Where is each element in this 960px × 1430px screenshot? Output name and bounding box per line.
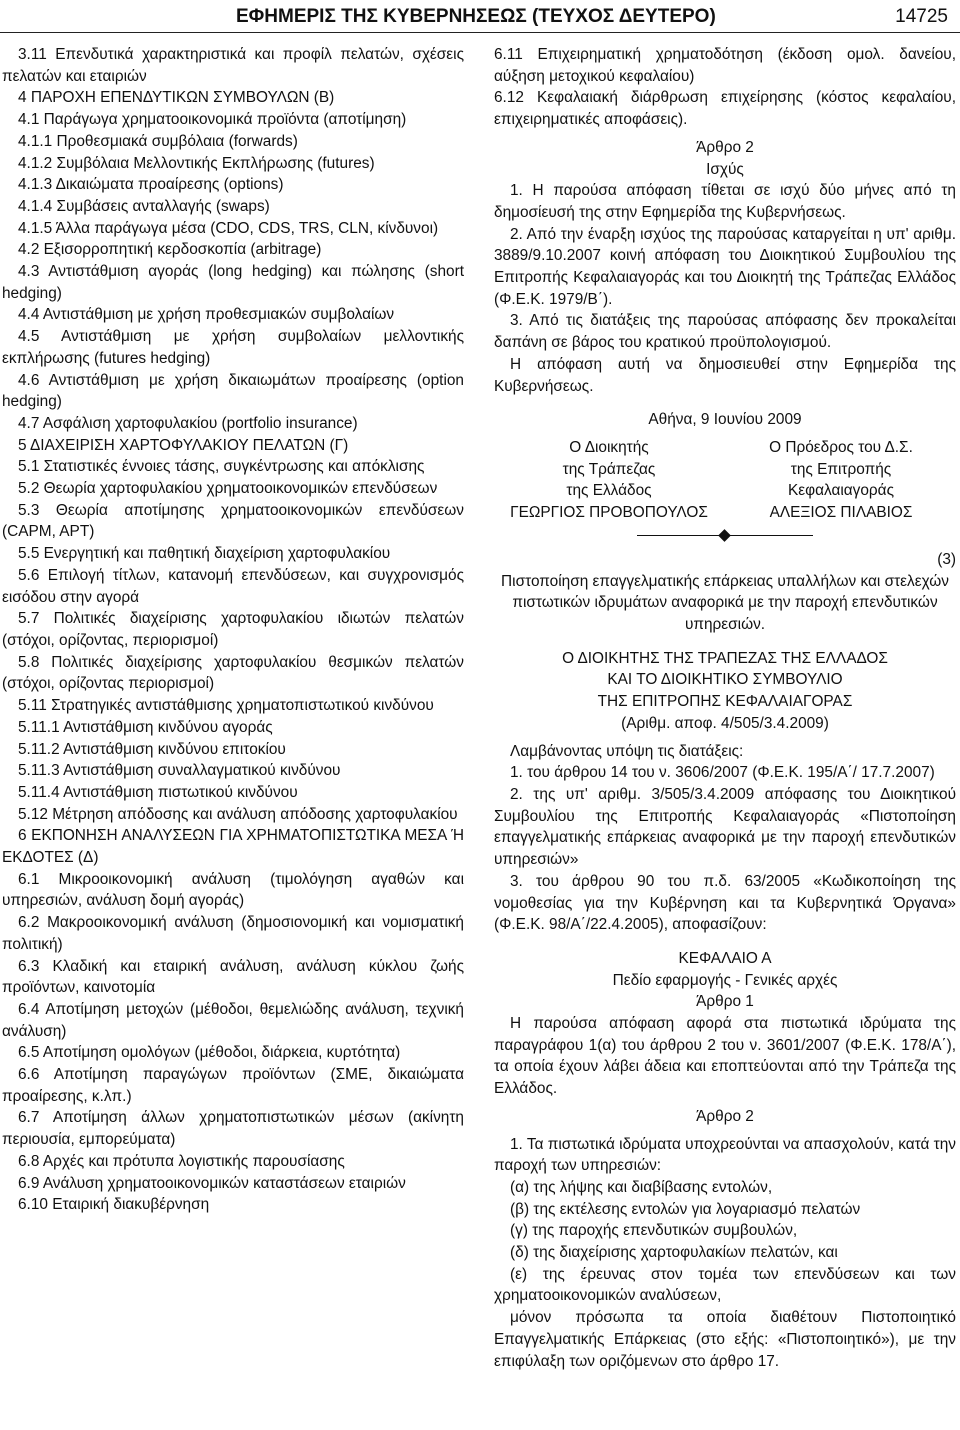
article-heading: Άρθρο 1 bbox=[696, 993, 754, 1011]
signatory-name: ΓΕΩΡΓΙΟΣ ΠΡΟΒΟΠΟΥΛΟΣ bbox=[510, 504, 708, 522]
authority-line: ΚΑΙ ΤΟ ΔΙΟΙΚΗΤΙΚΟ ΣΥΜΒΟΥΛΙΟ bbox=[607, 671, 843, 689]
list-item: 5 ΔΙΑΧΕΙΡΙΣΗ ΧΑΡΤΟΦΥΛΑΚΙΟΥ ΠΕΛΑΤΩΝ (Γ) bbox=[18, 436, 349, 454]
list-item: 6.2 Μακροοικονομική ανάλυση (δημοσιονομική και νομισματική πολιτική) bbox=[2, 914, 464, 953]
list-item: 6.9 Ανάλυση χρηματοοικονομικών καταστάσεων εταιριών bbox=[18, 1174, 406, 1192]
list-item: 6 ΕΚΠΟΝΗΣΗ ΑΝΑΛΥΣΕΩΝ ΓΙΑ ΧΡΗΜΑΤΟΠΙΣΤΩΤΙΚΑ ΜΕΣΑ Ή ΕΚΔΟΤΕΣ (Δ) bbox=[2, 827, 464, 867]
list-item: 5.2 Θεωρία χαρτοφυλακίου χρηματοοικονομικών επενδύσεων bbox=[18, 480, 438, 498]
list-item: 6.1 Μικροοικονομική ανάλυση (τιμολόγηση αγαθών και υπηρεσιών, ανάλυση δομή αγοράς) bbox=[2, 870, 464, 910]
list-item: (δ) της διαχείρισης χαρτοφυλακίων πελατών, και bbox=[510, 1244, 838, 1262]
left-column bbox=[2, 44, 464, 1216]
decision-number: (Αριθμ. αποφ. 4/505/3.4.2009) bbox=[621, 714, 829, 732]
list-item: 4.1.4 Συμβάσεις ανταλλαγής (swaps) bbox=[18, 197, 270, 215]
diamond-icon bbox=[718, 529, 731, 542]
signature-line: της Ελλάδος bbox=[566, 482, 652, 500]
paragraph: Η απόφαση αυτή να δημοσιευθεί στην Εφημερίδα της Κυβερνήσεως. bbox=[494, 355, 956, 395]
signature-line: Κεφαλαιαγοράς bbox=[787, 482, 894, 500]
list-item: 4.1 Παράγωγα χρηματοοικονομικά προϊόντα (αποτίμηση) bbox=[18, 111, 407, 129]
list-item: (α) της λήψης και διαβίβασης εντολών, bbox=[510, 1178, 773, 1196]
list-item: 6.4 Αποτίμηση μετοχών (μέθοδοι, θεμελιώδης ανάλυση, τεχνική ανάλυση) bbox=[2, 1000, 464, 1040]
right-column bbox=[494, 44, 956, 1372]
list-item: (ε) της έρευνας στον τομέα των επενδύσεων και των χρηματοοικονομικών αναλύσεων, bbox=[494, 1265, 956, 1305]
list-item: 5.8 Πολιτικές διαχείρισης χαρτοφυλακίου θεσμικών πελατών (στόχοι, ορίζοντας περιορισμοί) bbox=[2, 653, 464, 693]
authority-line: Ο ΔΙΟΙΚΗΤΗΣ ΤΗΣ ΤΡΑΠΕΖΑΣ ΤΗΣ ΕΛΛΑΔΟΣ bbox=[562, 649, 888, 667]
page-header bbox=[0, 0, 960, 36]
signature-chairman bbox=[726, 437, 956, 524]
list-item: 6.7 Αποτίμηση άλλων χρηματοπιστωτικών μέσων (ακίνητη περιουσία, εμπορεύματα) bbox=[2, 1109, 464, 1149]
paragraph: μόνον πρόσωπα τα οποία διαθέτουν Πιστοποιητικό Επαγγελματικής Επάρκειας (στο εξής: «Πιστοποιητικό»), με την επιφύλαξη των οριζόμενων στο άρθρο 17. bbox=[494, 1309, 956, 1370]
article-heading: Άρθρο 2 bbox=[696, 1107, 754, 1125]
list-item: 6.8 Αρχές και πρότυπα λογιστικής παρουσίασης bbox=[18, 1152, 345, 1170]
list-item: 4.2 Εξισορροπητική κερδοσκοπία (arbitrage) bbox=[18, 241, 322, 259]
list-item: 5.6 Επιλογή τίτλων, κατανομή επενδύσεων, και συγχρονισμός εισόδου στην αγορά bbox=[2, 566, 464, 606]
paragraph: 1. Τα πιστωτικά ιδρύματα υποχρεούνται να απασχολούν, κατά την παροχή των υπηρεσιών: bbox=[494, 1135, 956, 1175]
signature-line: της Επιτροπής bbox=[790, 460, 892, 478]
list-item: 5.5 Ενεργητική και παθητική διαχείριση χαρτοφυλακίου bbox=[18, 545, 391, 563]
list-item: 6.11 Επιχειρηματική χρηματοδότηση (έκδοση ομολ. δανείου, αύξηση μετοχικού κεφαλαίου) bbox=[494, 46, 956, 85]
signature-line: της Τράπεζας bbox=[562, 460, 656, 478]
page-number: 14725 bbox=[895, 6, 948, 27]
paragraph: 1. Η παρούσα απόφαση τίθεται σε ισχύ δύο μήνες από τη δημοσίευσή της στην Εφημερίδα της Κυβερνήσεως. bbox=[494, 182, 956, 221]
list-item: (β) της εκτέλεσης εντολών για λογαριασμό πελατών bbox=[510, 1200, 861, 1218]
list-item: 5.7 Πολιτικές διαχείρισης χαρτοφυλακίου ιδιωτών πελατών (στόχοι, ορίζοντας, περιορισμοί) bbox=[2, 610, 464, 649]
list-item: 4.7 Ασφάλιση χαρτοφυλακίου (portfolio insurance) bbox=[18, 414, 358, 432]
list-item: 5.11 Στρατηγικές αντιστάθμισης χρηματοπιστωτικού κινδύνου bbox=[18, 697, 434, 715]
section-number: (3) bbox=[937, 550, 956, 568]
list-item: 4.1.1 Προθεσμιακά συμβόλαια (forwards) bbox=[18, 132, 298, 150]
signatory-name: ΑΛΕΞΙΟΣ ΠΙΛΑΒΙΟΣ bbox=[769, 504, 913, 522]
list-item: 6.3 Κλαδική και εταιρική ανάλυση, ανάλυση κύκλου ζωής προϊόντων, καινοτομία bbox=[2, 957, 464, 997]
considering-item: 1. του άρθρου 14 του ν. 3606/2007 (Φ.Ε.Κ. 195/Α΄/ 17.7.2007) bbox=[510, 764, 935, 782]
list-item: 4.1.5 Άλλα παράγωγα μέσα (CDO, CDS, TRS, CLN, κίνδυνοι) bbox=[18, 219, 439, 237]
paragraph: 2. Από την έναρξη ισχύος της παρούσας καταργείται η υπ' αριθμ. 3889/9.10.2007 κοινή απόφαση του Διοικητικού Συμβουλίου της Επιτροπής Κεφαλαιαγοράς και του Διοικητή της Τράπεζας Ελλάδος (Φ.Ε.Κ. 1979/Β΄). bbox=[494, 225, 956, 308]
section-title: Πιστοποίηση επαγγελματικής επάρκειας υπαλλήλων και στελεχών πιστωτικών ιδρυμάτων αναφορικά με την παροχή επενδυτικών υπηρεσιών. bbox=[501, 572, 949, 634]
header-rule bbox=[0, 32, 960, 33]
list-item: 4.4 Αντιστάθμιση με χρήση προθεσμιακών συμβολαίων bbox=[18, 306, 395, 324]
list-item: 4 ΠΑΡΟΧΗ ΕΠΕΝΔΥΤΙΚΩΝ ΣΥΜΒΟΥΛΩΝ (Β) bbox=[18, 89, 335, 107]
list-item: 5.11.3 Αντιστάθμιση συναλλαγματικού κινδύνου bbox=[18, 762, 341, 780]
signature-governor bbox=[494, 437, 724, 524]
paragraph: 3. Από τις διατάξεις της παρούσας απόφασης δεν προκαλείται δαπάνη σε βάρος του κρατικού προϋπολογισμού. bbox=[494, 312, 956, 352]
place-date: Αθήνα, 9 Ιουνίου 2009 bbox=[648, 411, 802, 429]
list-item: 5.12 Μέτρηση απόδοσης και ανάλυση απόδοσης χαρτοφυλακίου bbox=[18, 805, 458, 823]
list-item: 6.12 Κεφαλαιακή διάρθρωση επιχείρησης (κόστος κεφαλαίου, επιχειρηματικές αποφάσεις). bbox=[494, 89, 956, 129]
list-item: 5.1 Στατιστικές έννοιες τάσης, συγκέντρωσης και απόκλισης bbox=[18, 458, 425, 476]
list-item: 5.11.4 Αντιστάθμιση πιστωτικού κινδύνου bbox=[18, 783, 298, 801]
chapter-subtitle: Πεδίο εφαρμογής - Γενικές αρχές bbox=[612, 971, 838, 989]
list-item: 4.3 Αντιστάθμιση αγοράς (long hedging) και πώλησης (short hedging) bbox=[2, 263, 464, 302]
list-item: 4.6 Αντιστάθμιση με χρήση δικαιωμάτων προαίρεσης (option hedging) bbox=[2, 371, 464, 411]
list-item: 4.5 Αντιστάθμιση με χρήση συμβολαίων μελλοντικής εκπλήρωσης (futures hedging) bbox=[2, 328, 464, 367]
article-heading: Άρθρο 2 bbox=[696, 138, 754, 156]
signature-line: Ο Πρόεδρος του Δ.Σ. bbox=[769, 438, 913, 456]
chapter-title: ΚΕΦΑΛΑΙΟ Α bbox=[678, 949, 772, 967]
considering-item: 3. του άρθρου 90 του π.δ. 63/2005 «Κωδικοποίηση της νομοθεσίας για την Κυβέρνηση και τα Κυβερνητικά Όργανα» (Φ.Ε.Κ. 98/Α΄/22.4.2005), αποφασίζουν: bbox=[494, 872, 956, 934]
signature-block bbox=[494, 437, 956, 529]
authority-line: ΤΗΣ ΕΠΙΤΡΟΠΗΣ ΚΕΦΑΛΑΙΑΓΟΡΑΣ bbox=[597, 693, 853, 711]
list-item: 6.5 Αποτίμηση ομολόγων (μέθοδοι, διάρκεια, κυρτότητα) bbox=[18, 1044, 401, 1062]
signature-line: Ο Διοικητής bbox=[569, 438, 649, 456]
list-item: 4.1.3 Δικαιώματα προαίρεσης (options) bbox=[18, 176, 284, 194]
list-item: 3.11 Επενδυτικά χαρακτηριστικά και προφίλ πελατών, σχέσεις πελατών και εταιριών bbox=[2, 46, 464, 85]
list-item: 4.1.2 Συμβόλαια Μελλοντικής Εκπλήρωσης (futures) bbox=[18, 154, 375, 172]
list-item: 6.10 Εταιρική διακυβέρνηση bbox=[18, 1196, 210, 1214]
list-item: 5.11.2 Αντιστάθμιση κινδύνου επιτοκίου bbox=[18, 740, 286, 758]
list-item: 5.11.1 Αντιστάθμιση κινδύνου αγοράς bbox=[18, 718, 273, 736]
gazette-title: ΕΦΗΜΕΡΙΣ ΤΗΣ ΚΥΒΕΡΝΗΣΕΩΣ (ΤΕΥΧΟΣ ΔΕΥΤΕΡΟ) bbox=[236, 6, 716, 27]
article-subheading: Ισχύς bbox=[706, 160, 744, 178]
list-item: 5.3 Θεωρία αποτίμησης χρηματοοικονομικών επενδύσεων (CAPM, APT) bbox=[2, 501, 464, 541]
considering-item: 2. της υπ' αριθμ. 3/505/3.4.2009 απόφασης του Διοικητικού Συμβουλίου της Επιτροπής Κεφαλαιαγοράς «Πιστοποίηση επαγγελματικής επάρκειας αναφορικά με την παροχή επενδυτικών υπηρεσιών» bbox=[494, 785, 956, 869]
considering-intro: Λαμβάνοντας υπόψη τις διατάξεις: bbox=[510, 742, 744, 760]
list-item: (γ) της παροχής επενδυτικών συμβουλών, bbox=[510, 1222, 798, 1240]
paragraph: Η παρούσα απόφαση αφορά στα πιστωτικά ιδρύματα της παραγράφου 1(α) του άρθρου 2 του ν. 3601/2007 (Φ.Ε.Κ. 178/Α΄), τα οποία έχουν λάβει άδεια και εποπτεύονται από την Τράπεζα της Ελλάδος. bbox=[494, 1015, 956, 1098]
list-item: 6.6 Αποτίμηση παραγώγων προϊόντων (ΣΜΕ, δικαιώματα προαίρεσης, κ.λπ.) bbox=[2, 1066, 464, 1105]
section-divider bbox=[494, 529, 956, 543]
